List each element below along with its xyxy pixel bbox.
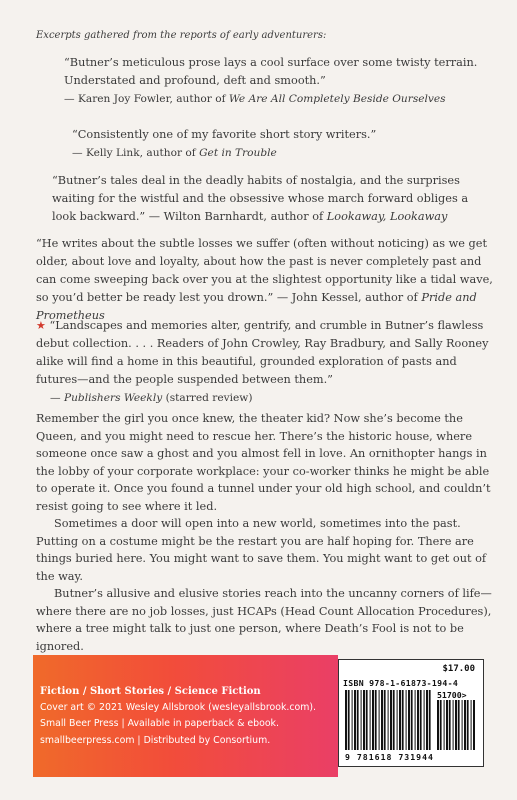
barcode-bar xyxy=(415,690,416,750)
publisher-info xyxy=(40,684,340,749)
isbn-label: ISBN 978-1-61873-194-4 xyxy=(343,678,459,688)
barcode-bar xyxy=(408,690,410,750)
quote-book-title: Lookaway, Lookaway xyxy=(326,210,448,223)
barcode-bar xyxy=(399,690,401,750)
quote-publishers-weekly xyxy=(36,317,494,407)
quote-book-title: Pride and Prometheus xyxy=(36,291,477,322)
description-paragraph: Remember the girl you once knew, the theater kid? Now she’s become the Queen, and you might need to rescue her. There’s the historic house, where someone once saw a ghost and you almost fell in love. An ornithopter hangs in the lobby of your corporate workplace: your co-worker thinks he might be able to operate it. Once you found a tunnel under your old high school, and couldn’t resist going to see where it led. xyxy=(36,412,491,513)
barcode-bar xyxy=(388,690,389,750)
barcode-bar xyxy=(384,690,386,750)
barcode-bar xyxy=(402,690,404,750)
barcode-bar xyxy=(471,700,472,750)
quote-text: “Butner’s meticulous prose lays a cool surface over some twisty terrain. Understated and profound, deft and smooth.” xyxy=(64,56,478,87)
description-paragraph: Butner’s allusive and elusive stories reach into the uncanny corners of life—where there are no job losses, just HCAPs (Head Count Allocation Procedures), where a tree might talk to just one person, where Death’s Fool is not to be ignored. xyxy=(36,587,492,653)
quote-link xyxy=(72,126,482,162)
barcode-bar xyxy=(458,700,460,750)
barcode-bar xyxy=(370,690,371,750)
barcode-bar xyxy=(453,700,454,750)
quote-barnhardt xyxy=(52,172,492,226)
barcode-bar xyxy=(462,700,463,750)
barcode-bar xyxy=(406,690,407,750)
barcode-bar xyxy=(473,700,475,750)
description-paragraph: Sometimes a door will open into a new world, sometimes into the past. Putting on a costume might be the restart you are half hoping for. There are things buried here. You might want to save them. You might want to get out of the way. xyxy=(36,517,487,583)
barcode-bar xyxy=(361,690,362,750)
barcode-bar xyxy=(357,690,359,750)
barcode-bar xyxy=(420,690,422,750)
barcode-bar xyxy=(464,700,466,750)
barcode-bar xyxy=(437,700,439,750)
barcode-bar xyxy=(345,690,347,750)
addon-code: 51700> xyxy=(437,690,467,700)
barcode-bar xyxy=(397,690,398,750)
barcode-icon xyxy=(345,690,433,750)
intro-line: Excerpts gathered from the reports of early adventurers: xyxy=(36,30,327,41)
barcode-addon-icon xyxy=(437,700,475,750)
barcode-bar xyxy=(455,700,457,750)
quote-kessel xyxy=(36,235,494,325)
quote-text: “Consistently one of my favorite short story writers.” xyxy=(72,128,377,141)
barcode-bar xyxy=(449,700,451,750)
barcode-bar xyxy=(348,690,350,750)
barcode-bar xyxy=(411,690,413,750)
quote-attribution: — Kelly Link, author of Get in Trouble xyxy=(72,147,277,159)
barcode-bar xyxy=(393,690,395,750)
quote-text: “Landscapes and memories alter, gentrify, and crumble in Butner’s flawless debut collection. . . . Readers of John Crowley, Ray Bradbury, and Sally Rooney alike will find a home in this beautiful, grounded exploration of pasts and futures—and the people suspended between them.” xyxy=(36,319,489,386)
quote-attribution: — Publishers Weekly (starred review) xyxy=(50,392,253,404)
barcode-bar xyxy=(426,690,428,750)
barcode-bar xyxy=(366,690,368,750)
ean-number: 9 781618 731944 xyxy=(345,752,434,762)
cover-art-credit: Cover art © 2021 Wesley Allsbrook (wesleyallsbrook.com). xyxy=(40,702,317,714)
barcode-bar xyxy=(363,690,365,750)
barcode-panel xyxy=(338,659,484,767)
barcode-bar xyxy=(390,690,392,750)
barcode-bar xyxy=(354,690,356,750)
barcode-bar xyxy=(444,700,445,750)
quote-text: “Butner’s tales deal in the deadly habits of nostalgia, and the surprises waiting for the wistful and the obsessive whose march forward obliges a look backward.” — Wilton Barnhardt, author of xyxy=(52,174,469,223)
barcode-bar xyxy=(375,690,377,750)
barcode-bar xyxy=(381,690,383,750)
quote-attribution: — Karen Joy Fowler, author of We Are All Completely Beside Ourselves xyxy=(64,93,446,105)
barcode-bar xyxy=(429,690,431,750)
price-label: $17.00 xyxy=(442,664,475,674)
barcode-bar xyxy=(424,690,425,750)
quote-fowler xyxy=(64,54,484,108)
publisher-distribution: smallbeerpress.com | Distributed by Consortium. xyxy=(40,734,271,746)
publisher-availability: Small Beer Press | Available in paperback & ebook. xyxy=(40,718,279,730)
barcode-bar xyxy=(352,690,353,750)
barcode-bar xyxy=(417,690,419,750)
barcode-bar xyxy=(372,690,374,750)
star-icon: ★ xyxy=(36,319,46,332)
quote-text: “He writes about the subtle losses we suffer (often without noticing) as we get older, about love and loyalty, about how the past is never completely past and can come sweeping back over you at the slightest opportunity like a tidal wave, so you’d better be ready lest you drown.” — John Kessel, author of xyxy=(36,237,493,304)
barcode-bar xyxy=(446,700,448,750)
barcode-bar xyxy=(440,700,442,750)
barcode-bar xyxy=(467,700,469,750)
genre-line: Fiction / Short Stories / Science Fiction xyxy=(40,686,261,697)
barcode-bar xyxy=(379,690,380,750)
book-description xyxy=(36,410,494,655)
